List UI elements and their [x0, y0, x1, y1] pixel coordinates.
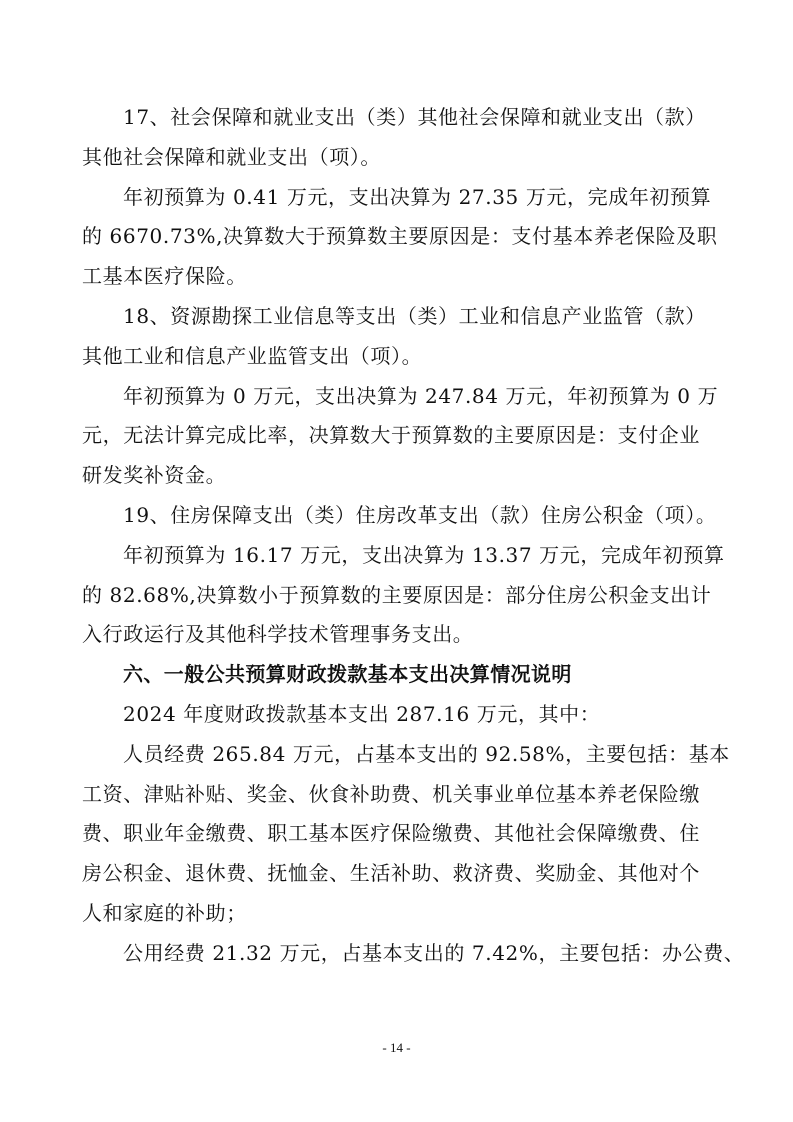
text-line: 入行政运行及其他科学技术管理事务支出。	[82, 622, 474, 647]
text-line: 其他社会保障和就业支出（项）。	[82, 144, 381, 169]
text-line: 工资、津贴补贴、奖金、伙食补助费、机关事业单位基本养老保险缴	[82, 781, 700, 806]
text-line: 房公积金、退休费、抚恤金、生活补助、救济费、奖励金、其他对个	[82, 861, 700, 886]
text-line: 的 6670.73%,决算数大于预算数主要原因是：支付基本养老保险及职	[82, 224, 718, 249]
text-line: 17、社会保障和就业支出（类）其他社会保障和就业支出（款）	[123, 105, 706, 129]
text-line: 工基本医疗保险。	[82, 264, 247, 289]
section-heading: 六、一般公共预算财政拨款基本支出决算情况说明	[123, 662, 572, 687]
text-line: 19、住房保障支出（类）住房改革支出（款）住房公积金（项）。	[123, 502, 717, 527]
text-line: 18、资源勘探工业信息等支出（类）工业和信息产业监管（款）	[123, 303, 706, 328]
text-line: 年初预算为 0 万元，支出决算为 247.84 万元，年初预算为 0 万	[123, 383, 719, 408]
text-line: 年初预算为 0.41 万元，支出决算为 27.35 万元，完成年初预算	[123, 184, 712, 209]
text-line: 费、职业年金缴费、职工基本医疗保险缴费、其他社会保障缴费、住	[82, 821, 700, 846]
text-line: 公用经费 21.32 万元，占基本支出的 7.42%，主要包括：办公费、	[123, 940, 745, 965]
document-body	[82, 98, 745, 974]
text-line: 其他工业和信息产业监管支出（项）。	[82, 343, 423, 368]
text-line: 人和家庭的补助；	[82, 900, 247, 925]
text-line: 研发奖补资金。	[82, 463, 227, 488]
text-line: 2024 年度财政拨款基本支出 287.16 万元，其中：	[123, 701, 601, 726]
page-number: - 14 -	[382, 1040, 411, 1055]
text-line: 元，无法计算完成比率，决算数大于预算数的主要原因是：支付企业	[82, 423, 700, 448]
text-line: 人员经费 265.84 万元，占基本支出的 92.58%，主要包括：基本	[123, 741, 730, 766]
text-line: 的 82.68%,决算数小于预算数的主要原因是：部分住房公积金支出计	[82, 582, 712, 607]
text-line: 年初预算为 16.17 万元，支出决算为 13.37 万元，完成年初预算	[123, 542, 725, 567]
